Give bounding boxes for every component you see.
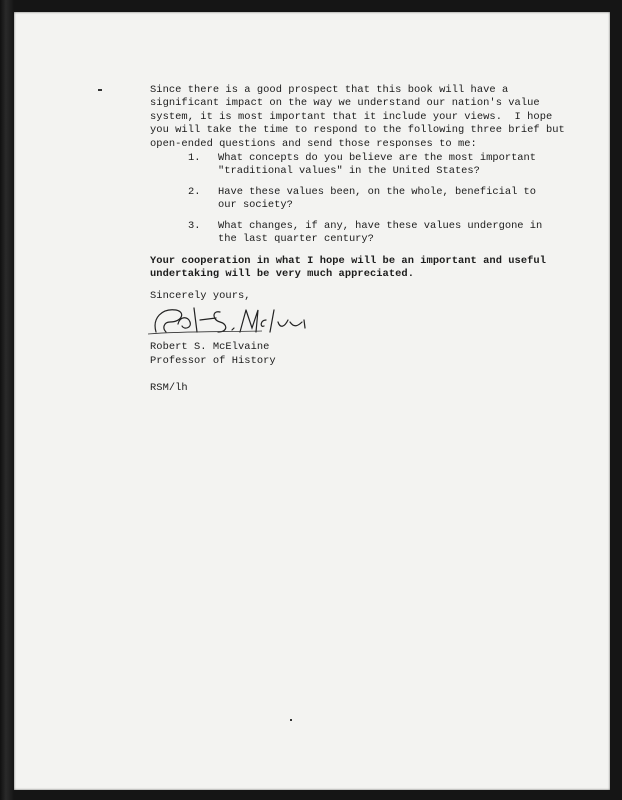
paper-speck <box>290 719 292 721</box>
question-2-line-2: our society? <box>218 199 293 211</box>
signer-title: Professor of History <box>150 355 276 367</box>
intro-line-4: you will take the time to respond to the following three brief but <box>150 124 565 136</box>
paper-speck <box>98 89 102 91</box>
signer-name: Robert S. McElvaine <box>150 341 270 353</box>
question-3-line-1: What changes, if any, have these values undergone in <box>218 220 543 232</box>
closing-line-2: undertaking will be very much appreciated. <box>150 268 414 280</box>
typist-initials: RSM/lh <box>150 382 188 394</box>
question-3-line-2: the last quarter century? <box>218 233 374 245</box>
question-2-number: 2. <box>188 186 201 198</box>
handwritten-signature <box>142 298 312 343</box>
question-3-number: 3. <box>188 220 201 232</box>
intro-line-1: Since there is a good prospect that this book will have a <box>150 84 509 96</box>
intro-line-5: open-ended questions and send those responses to me: <box>150 138 477 150</box>
closing-line-1: Your cooperation in what I hope will be an important and useful <box>150 255 546 267</box>
question-2-line-1: Have these values been, on the whole, beneficial to <box>218 186 537 198</box>
intro-line-3: system, it is most important that it include your views. I hope <box>150 111 553 123</box>
question-1-number: 1. <box>188 152 201 164</box>
question-1-line-1: What concepts do you believe are the most important <box>218 152 537 164</box>
intro-line-2: significant impact on the way we understand our nation's value <box>150 97 540 109</box>
question-1-line-2: "traditional values" in the United States? <box>218 165 480 177</box>
valediction: Sincerely yours, <box>150 290 251 302</box>
